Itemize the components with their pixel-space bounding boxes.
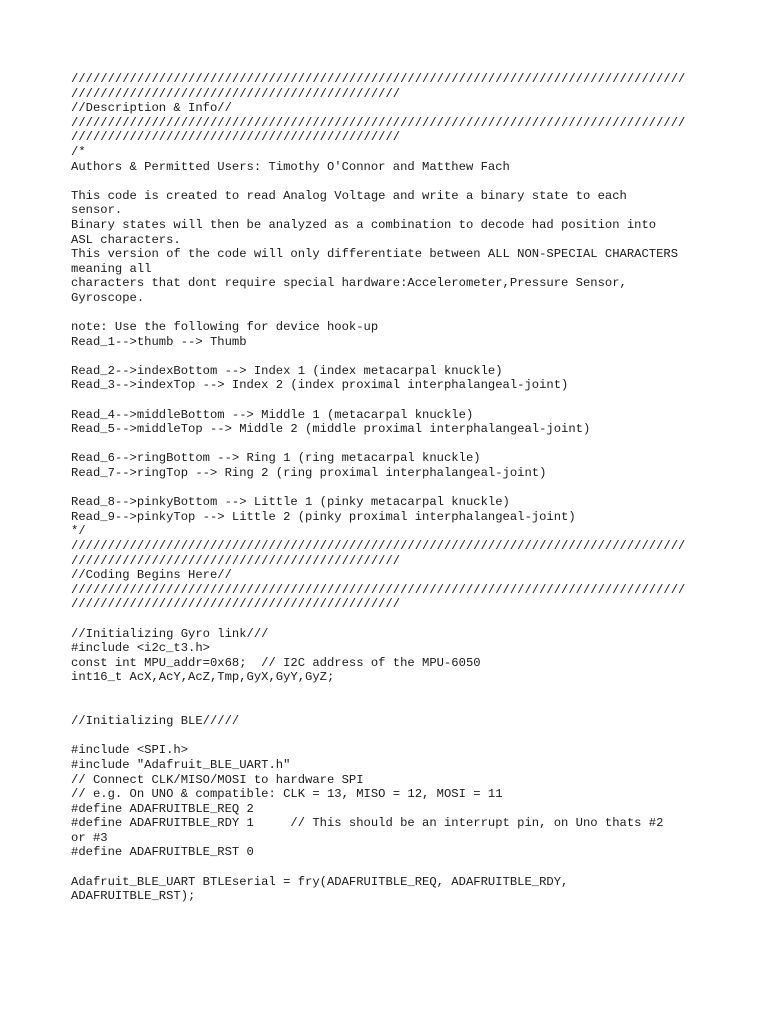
blank-line [71,481,711,496]
code-line: const int MPU_addr=0x68; // I2C address of the MPU-6050 [71,655,481,670]
code-line: ///////////////////////////////////////////// [71,86,401,101]
code-line: note: Use the following for device hook-up [71,320,379,335]
code-line: //Initializing BLE///// [71,714,240,729]
code-line: int16_t AcX,AcY,AcZ,Tmp,GyX,GyY,GyZ; [71,670,335,685]
code-line: #include <SPI.h> [71,743,189,758]
blank-line [71,860,711,875]
code-line: ASL characters. [71,232,181,247]
code-line: #include "Adafruit_BLE_UART.h" [71,757,291,772]
code-line: Read_4-->middleBottom --> Middle 1 (metacarpal knuckle) [71,407,474,422]
code-line: //////////////////////////////////////////////////////////////////////////////////// [71,539,686,553]
code-line: //Initializing Gyro link/// [71,626,269,641]
code-line: Read_1-->thumb --> Thumb [71,334,247,349]
code-line: //////////////////////////////////////////////////////////////////////////////////// [71,72,686,86]
blank-line [71,437,711,452]
code-line: This code is created to read Analog Voltage and write a binary state to each [71,188,627,203]
blank-line [71,729,711,744]
code-line: Adafruit_BLE_UART BTLEserial = fry(ADAFRUITBLE_REQ, ADAFRUITBLE_RDY, [71,874,569,889]
code-document [71,72,711,904]
code-line: Authors & Permitted Users: Timothy O'Connor and Matthew Fach [71,159,510,174]
blank-line [71,393,711,408]
code-line: characters that dont require special hardware:Accelerometer,Pressure Sensor, [71,276,627,291]
code-line: meaning all [71,261,152,276]
code-line: Read_9-->pinkyTop --> Little 2 (pinky proximal interphalangeal-joint) [71,509,576,524]
code-line: //Coding Begins Here// [71,568,232,583]
code-line: Read_8-->pinkyBottom --> Little 1 (pinky metacarpal knuckle) [71,495,510,510]
code-line: ///////////////////////////////////////////// [71,553,401,568]
code-line: Read_3-->indexTop --> Index 2 (index proximal interphalangeal-joint) [71,378,569,393]
code-line: // Connect CLK/MISO/MOSI to hardware SPI [71,772,364,787]
code-line: ///////////////////////////////////////////// [71,597,401,612]
code-line: Read_2-->indexBottom --> Index 1 (index metacarpal knuckle) [71,363,503,378]
code-line: #define ADAFRUITBLE_RDY 1 // This should be an interrupt pin, on Uno thats #2 [71,816,664,831]
code-line: #include <i2c_t3.h> [71,641,210,656]
code-line: sensor. [71,203,123,218]
code-line: //Description & Info// [71,101,232,116]
blank-line [71,306,711,321]
blank-line [71,612,711,627]
code-line: // e.g. On UNO & compatible: CLK = 13, MISO = 12, MOSI = 11 [71,787,503,802]
code-line: Read_7-->ringTop --> Ring 2 (ring proximal interphalangeal-joint) [71,466,547,481]
code-line: Gyroscope. [71,290,145,305]
code-line: #define ADAFRUITBLE_RST 0 [71,845,254,860]
code-line: ///////////////////////////////////////////// [71,130,401,145]
code-line: #define ADAFRUITBLE_REQ 2 [71,801,254,816]
blank-line [71,349,711,364]
blank-line [71,174,711,189]
code-line: //////////////////////////////////////////////////////////////////////////////////// [71,582,686,597]
code-line: /* [71,144,86,159]
blank-line [71,685,711,700]
code-line: Binary states will then be analyzed as a combination to decode had position into [71,217,657,232]
code-line: */ [71,524,86,539]
code-line: //////////////////////////////////////////////////////////////////////////////////// [71,115,686,130]
blank-line [71,700,711,715]
code-line: or #3 [71,830,108,845]
code-line: This version of the code will only differentiate between ALL NON-SPECIAL CHARACTERS [71,247,679,262]
code-line: ADAFRUITBLE_RST); [71,889,196,904]
code-line: Read_6-->ringBottom --> Ring 1 (ring metacarpal knuckle) [71,451,481,466]
code-line: Read_5-->middleTop --> Middle 2 (middle proximal interphalangeal-joint) [71,422,591,437]
